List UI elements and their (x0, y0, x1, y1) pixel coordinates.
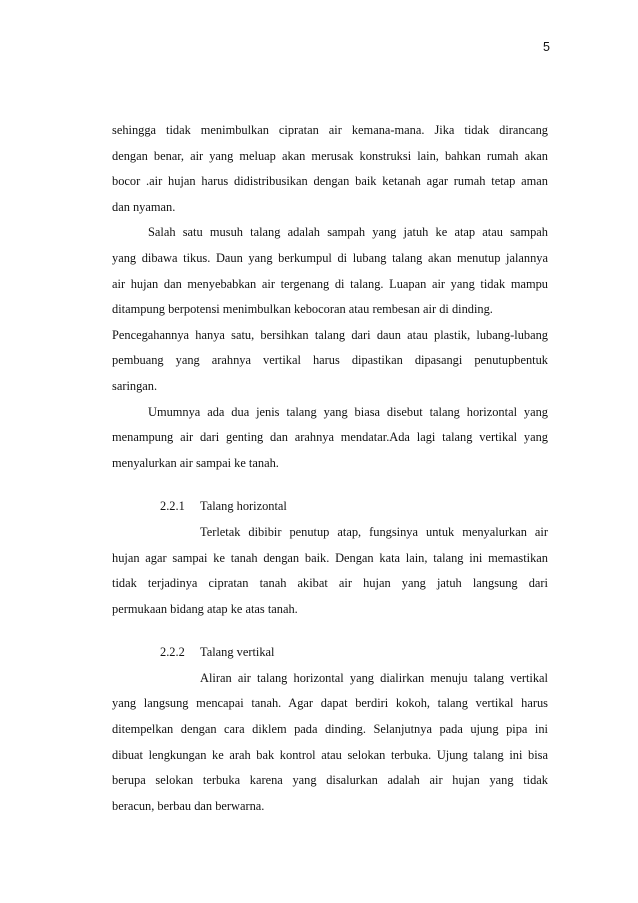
text-line: tidak terjadinya cipratan tanah akibat air hujan yang jatuh langsung dari (112, 576, 548, 591)
section-number: 2.2.1 (160, 499, 185, 514)
text-line: Umumnya ada dua jenis talang yang biasa disebut talang horizontal yang (148, 404, 548, 419)
text-line: Salah satu musuh talang adalah sampah yang jatuh ke atap atau sampah (148, 225, 548, 240)
text-line: sehingga tidak menimbulkan cipratan air kemana-mana. Jika tidak dirancang (112, 123, 548, 137)
text-line: Pencegahannya hanya satu, bersihkan talang dari daun atau plastik, lubang-lubang (112, 327, 548, 342)
text-line: Aliran air talang horizontal yang dialirkan menuju talang vertikal (200, 670, 548, 685)
section-title: Talang vertikal (200, 645, 275, 660)
section-2-2-2 (112, 640, 548, 819)
section-heading (112, 640, 548, 666)
text-line: ditempelkan dengan cara diklem pada dinding. Selanjutnya pada ujung pipa ini (112, 722, 548, 737)
section-title: Talang horizontal (200, 499, 287, 514)
text-line: dibuat lengkungan ke arah bak kontrol atau selokan terbuka. Ujung talang ini bisa (112, 747, 548, 762)
text-line: permukaan bidang atap ke atas tanah. (112, 601, 298, 616)
text-line: ditampung berpotensi menimbulkan kebocoran atau rembesan air di dinding. (112, 302, 493, 317)
paragraph-2 (112, 220, 548, 399)
text-line: menyalurkan air sampai ke tanah. (112, 455, 279, 470)
section-2-2-1 (112, 494, 548, 622)
body-text (112, 118, 548, 819)
page-number: 5 (543, 40, 550, 54)
text-line: bocor .air hujan harus didistribusikan dengan baik ketanah agar rumah tetap aman (112, 174, 548, 189)
text-line: saringan. (112, 378, 158, 393)
text-line: air hujan dan menyebabkan air tergenang di talang. Luapan air yang tidak mampu (112, 276, 548, 291)
text-line: yang langsung mencapai tanah. Agar dapat berdiri kokoh, talang vertikal harus (112, 696, 548, 711)
text-line: dan nyaman. (112, 199, 176, 214)
text-line: beracun, berbau dan berwarna. (112, 798, 265, 813)
text-line: menampung air dari genting dan arahnya mendatar.Ada lagi talang vertikal yang (112, 430, 548, 445)
section-heading (112, 494, 548, 520)
paragraph-3 (112, 400, 548, 477)
section-gap (112, 476, 548, 494)
text-line: Terletak dibibir penutup atap, fungsinya untuk menyalurkan air (200, 524, 548, 539)
section-number: 2.2.2 (160, 645, 185, 660)
paragraph-1 (112, 118, 548, 220)
text-line: yang dibawa tikus. Daun yang berkumpul di lubang talang akan menutup jalannya (112, 250, 548, 265)
text-line: hujan agar sampai ke tanah dengan baik. Dengan kata lain, talang ini memastikan (112, 550, 548, 565)
text-line: berupa selokan terbuka karena yang disalurkan adalah air hujan yang tidak (112, 773, 548, 788)
text-line: pembuang yang arahnya vertikal harus dipastikan dipasangi penutupbentuk (112, 353, 548, 368)
section-gap (112, 622, 548, 640)
text-line: dengan benar, air yang meluap akan merusak konstruksi lain, bahkan rumah akan (112, 148, 548, 163)
